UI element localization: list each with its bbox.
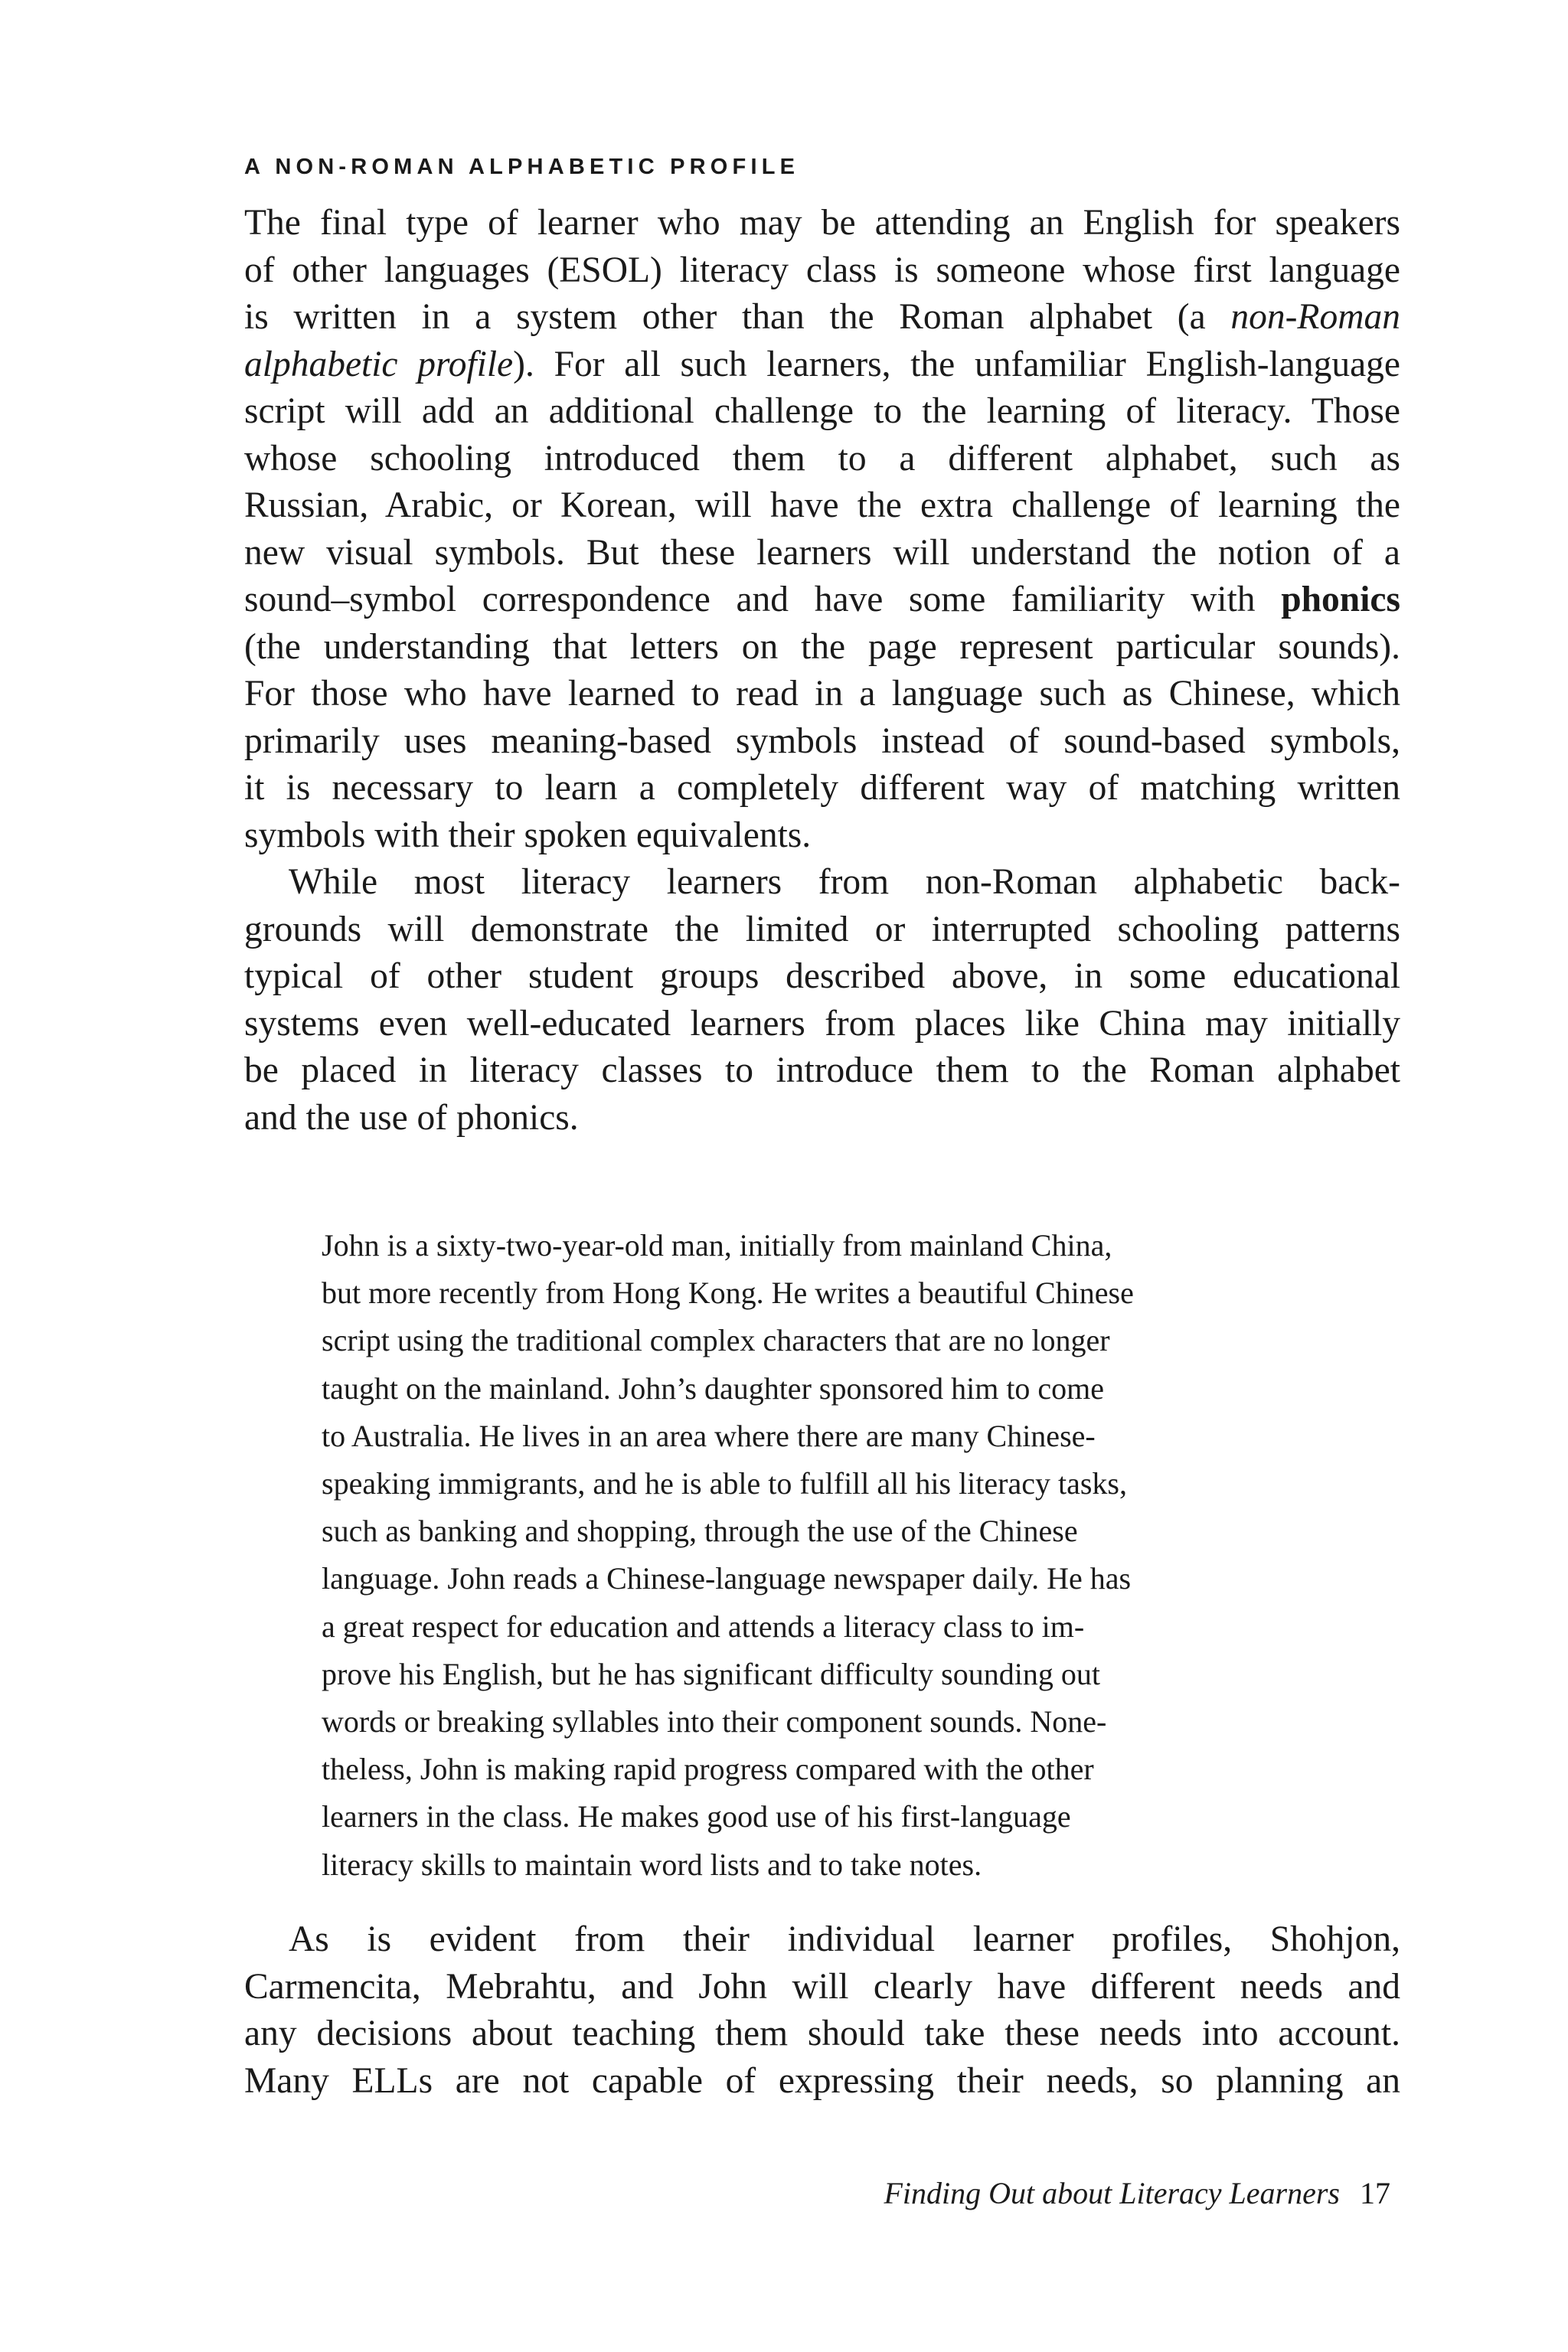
text-line: it is necessary to learn a completely different way of matching written <box>244 768 1400 808</box>
text-line: and the use of phonics. <box>244 1097 579 1138</box>
italic-term: alphabetic profile <box>244 344 514 384</box>
quote-line: John is a sixty-two-year-old man, initially from mainland China, <box>322 1228 1112 1263</box>
quote-line: words or breaking syllables into their component sounds. None- <box>322 1704 1107 1740</box>
quote-line: script using the traditional complex characters that are no longer <box>322 1323 1110 1358</box>
quote-line: to Australia. He lives in an area where there are many Chinese- <box>322 1418 1096 1453</box>
running-title: Finding Out about Literacy Learners <box>884 2176 1340 2210</box>
page-number: 17 <box>1360 2176 1390 2210</box>
page-footer <box>884 2174 1390 2213</box>
text-line: (the understanding that letters on the page represent particular sounds). <box>244 626 1400 667</box>
text-line: whose schooling introduced them to a different alphabet, such as <box>244 438 1400 479</box>
section-heading: A NON-ROMAN ALPHABETIC PROFILE <box>244 155 800 179</box>
quote-line: a great respect for education and attends a literacy class to im- <box>322 1609 1085 1644</box>
paragraph-literacy-backgrounds <box>244 859 1400 1142</box>
quote-line: taught on the mainland. John’s daughter sponsored him to come <box>322 1370 1105 1406</box>
learner-profile-block-quote <box>322 1222 1317 1889</box>
text-line: primarily uses meaning-based symbols instead of sound-based symbols, <box>244 720 1400 761</box>
quote-line: but more recently from Hong Kong. He writes a beautiful Chinese <box>322 1276 1134 1311</box>
bold-term: phonics <box>1281 580 1400 619</box>
paragraph-non-roman-profile <box>244 200 1400 859</box>
text-line: Many ELLs are not capable of expressing their needs, so planning an <box>244 2060 1400 2101</box>
text-line: Carmencita, Mebrahtu, and John will clearly have different needs and <box>244 1966 1400 2007</box>
text-line: typical of other student groups described above, in some educational <box>244 956 1400 996</box>
text-fragment: sound–symbol correspondence and have some familiarity with <box>244 580 1282 619</box>
quote-line: language. John reads a Chinese-language newspaper daily. He has <box>322 1561 1132 1596</box>
text-line: For those who have learned to read in a language such as Chinese, which <box>244 674 1400 714</box>
text-line: As is evident from their individual learner profiles, Shohjon, <box>289 1919 1400 1959</box>
text-line: Russian, Arabic, or Korean, will have the extra challenge of learning the <box>244 485 1400 525</box>
text-fragment: ). For all such learners, the unfamiliar English-language <box>513 344 1400 384</box>
text-line: The final type of learner who may be attending an English for speakers <box>244 203 1400 243</box>
text-line <box>244 577 1400 624</box>
text-line: be placed in literacy classes to introduce them to the Roman alphabet <box>244 1050 1400 1090</box>
quote-line: literacy skills to maintain word lists and to take notes. <box>322 1847 982 1882</box>
text-line: symbols with their spoken equivalents. <box>244 815 812 855</box>
quote-line: theless, John is making rapid progress compared with the other <box>322 1752 1094 1787</box>
text-line <box>244 294 1400 341</box>
quote-line: learners in the class. He makes good use of his first-language <box>322 1799 1071 1834</box>
quote-line: speaking immigrants, and he is able to fulfill all his literacy tasks, <box>322 1466 1127 1501</box>
text-line: While most literacy learners from non-Roman alphabetic back- <box>289 862 1400 902</box>
text-line: grounds will demonstrate the limited or interrupted schooling patterns <box>244 909 1400 949</box>
quote-line: prove his English, but he has significant difficulty sounding out <box>322 1656 1100 1691</box>
text-line: systems even well-educated learners from places like China may initially <box>244 1003 1400 1044</box>
text-line: any decisions about teaching them should take these needs into account. <box>244 2014 1400 2053</box>
text-fragment: is written in a system other than the Roman alphabet (a <box>244 297 1231 337</box>
text-line: new visual symbols. But these learners will understand the notion of a <box>244 532 1400 573</box>
text-line <box>244 341 1400 389</box>
quote-line: such as banking and shopping, through the use of the Chinese <box>322 1514 1078 1549</box>
text-line: of other languages (ESOL) literacy class is someone whose first language <box>244 250 1400 290</box>
paragraph-learner-needs <box>244 1916 1400 2105</box>
text-line: script will add an additional challenge to the learning of literacy. Those <box>244 391 1400 431</box>
italic-term: non-Roman <box>1230 297 1400 337</box>
